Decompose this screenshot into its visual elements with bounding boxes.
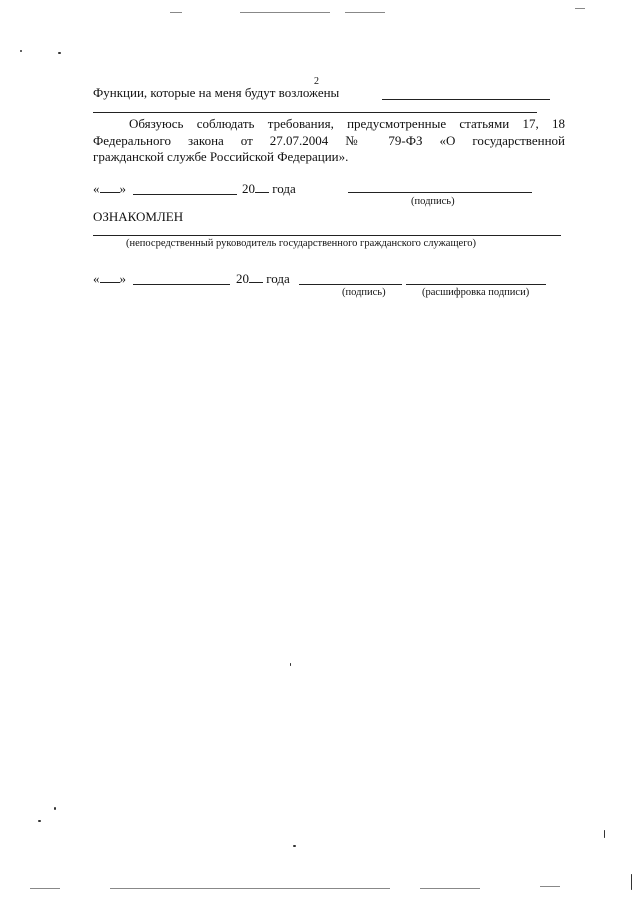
- year-field: [236, 271, 290, 287]
- scan-artifact: [110, 888, 390, 889]
- manager-signature-line: [299, 284, 402, 285]
- year-prefix: 20: [242, 181, 255, 196]
- scan-speck: [293, 845, 296, 847]
- year-blank: [255, 181, 269, 193]
- scan-speck: [54, 807, 56, 810]
- scan-artifact: [170, 12, 182, 13]
- scan-speck: [631, 874, 632, 890]
- quote-open: «: [93, 181, 100, 196]
- functions-input-line: [382, 99, 550, 100]
- year-blank: [249, 271, 263, 283]
- scan-artifact: [30, 888, 60, 889]
- quote-close: »: [119, 271, 126, 286]
- year-suffix: года: [266, 271, 290, 286]
- manager-decoding-caption: (расшифровка подписи): [422, 287, 530, 298]
- quote-close: »: [119, 181, 126, 196]
- scan-artifact: [540, 886, 560, 887]
- obligation-line-3: гражданской службе Российской Федерации».: [93, 149, 349, 164]
- day-blank: [100, 271, 120, 283]
- scan-speck: [58, 52, 61, 54]
- manager-date-row: [93, 271, 126, 287]
- scan-artifact: [345, 12, 385, 13]
- manager-signature-caption: (подпись): [342, 287, 386, 298]
- obligation-line-1: Обязуюсь соблюдать требования, предусмотренные статьями 17, 18: [129, 116, 565, 131]
- year-field: [242, 181, 296, 197]
- employee-signature-line: [348, 192, 532, 193]
- day-blank: [100, 181, 120, 193]
- scan-artifact: [240, 12, 330, 13]
- page-number: 2: [314, 76, 319, 87]
- manager-name-line: [93, 235, 561, 236]
- quote-open: «: [93, 271, 100, 286]
- scan-speck: [20, 50, 22, 52]
- functions-label: Функции, которые на меня будут возложены: [93, 85, 340, 100]
- manager-caption: (непосредственный руководитель государственного гражданского служащего): [126, 238, 476, 249]
- acknowledged-label: ОЗНАКОМЛЕН: [93, 209, 184, 224]
- scan-speck: [290, 663, 291, 666]
- scan-artifact: [420, 888, 480, 889]
- obligation-line-2: Федерального закона от 27.07.2004 № 79-ФЗ «О государственной: [93, 133, 565, 148]
- scan-speck: [38, 820, 41, 822]
- month-blank: [133, 284, 230, 285]
- month-blank: [133, 194, 237, 195]
- manager-decoding-line: [406, 284, 546, 285]
- employee-signature-caption: (подпись): [411, 196, 455, 207]
- year-suffix: года: [272, 181, 296, 196]
- functions-continuation-line: [93, 112, 537, 113]
- year-prefix: 20: [236, 271, 249, 286]
- employee-date-row: [93, 181, 126, 197]
- scan-artifact: [575, 8, 585, 9]
- scan-speck: [604, 830, 605, 838]
